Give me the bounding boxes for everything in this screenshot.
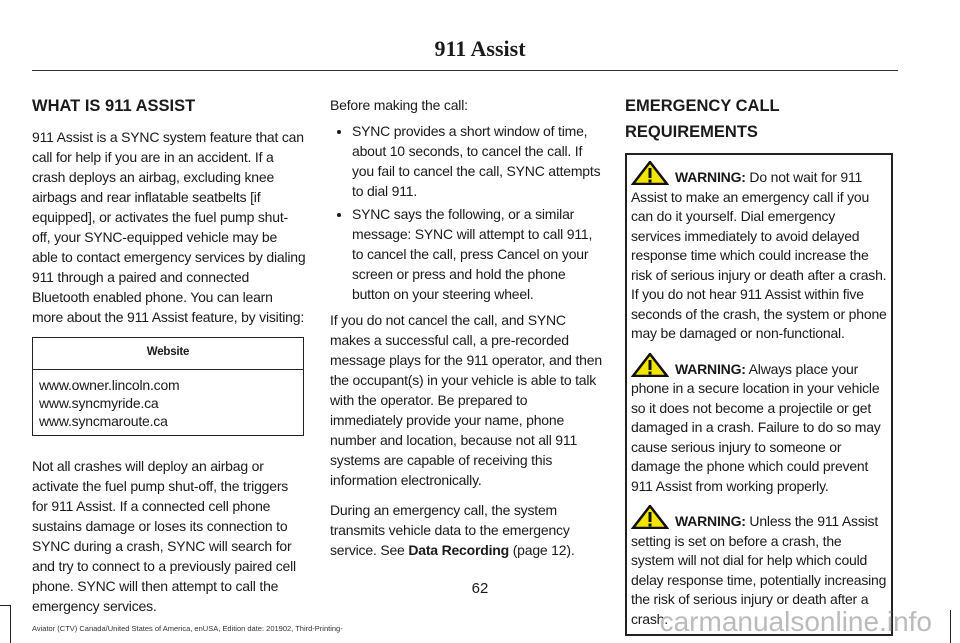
website-table	[32, 337, 304, 436]
bullet-list	[330, 121, 602, 304]
paragraph: Before making the call:	[330, 97, 468, 113]
crop-mark	[10, 605, 11, 643]
warning-triangle-icon	[631, 353, 669, 377]
warning: WARNING: Unless the 911 Assist setting is set on before a crash, the system will not dial for help which could delay response time, potentially increasing the risk of serious injury or death after a crash.	[631, 505, 887, 629]
table-header: Website	[33, 338, 304, 370]
warning-triangle-icon	[631, 505, 669, 529]
page-header-title: 911 Assist	[434, 36, 526, 61]
warning: WARNING: Always place your phone in a secure location in your vehicle so it does not become a projectile or get damaged in a crash. Failure to do so may cause serious injury to someone or damage the phone which could prevent 911 Assist from working properly.	[631, 353, 887, 497]
paragraph: During an emergency call, the system transmits vehicle data to the emergency service. See Data Recording (page 12).	[330, 502, 575, 558]
warning-triangle-icon	[631, 161, 669, 185]
section-heading: EMERGENCY CALL	[625, 97, 780, 115]
edition-footer: Aviator (CTV) Canada/United States of America, enUSA, Edition date: 201902, Third-Printing-	[32, 624, 343, 633]
crop-mark	[950, 610, 951, 643]
middle-column	[330, 95, 602, 570]
crop-mark	[0, 605, 10, 606]
website-link[interactable]: www.syncmyride.ca	[39, 395, 159, 411]
intro-paragraph: 911 Assist is a SYNC system feature that can call for help if you are in an accident. If a crash deploys an airbag, excluding knee airbags and rear inflatable seatbelts [if equipped], or activates the fuel pump shut-off, your SYNC-equipped vehicle may be able to contact emergency services by dialing 911 through a paired and connected Bluetooth enabled phone. You can learn more about the 911 Assist feature, by visiting:	[32, 129, 306, 325]
paragraph: If you do not cancel the call, and SYNC makes a successful call, a pre-recorded message plays for the 911 operator, and then the occupant(s) in your vehicle is able to talk with the operator. Be prepared to immediately provide your name, phone number and location, because not all 911 systems are capable of receiving this information electronically.	[330, 312, 602, 488]
data-recording-link[interactable]: Data Recording	[408, 542, 509, 558]
website-link[interactable]: www.owner.lincoln.com	[39, 377, 180, 393]
website-link[interactable]: www.syncmaroute.ca	[39, 413, 168, 429]
section-heading: REQUIREMENTS	[625, 123, 758, 141]
header-rule	[32, 70, 898, 71]
watermark: carmanualsonline.info	[659, 606, 932, 637]
right-column	[625, 95, 893, 636]
warning: WARNING: Do not wait for 911 Assist to make an emergency call if you can do it yourself. Dial emergency services immediately to avoid delayed response time which could increase the risk of serious injury or death after a crash. If you do not hear 911 Assist within five seconds of the crash, the system or phone may be damaged or non-functional.	[631, 161, 887, 344]
list-item: • SYNC provides a short window of time, about 10 seconds, to cancel the call. If you fail to cancel the call, SYNC attempts to dial 911.	[352, 121, 602, 201]
warning-box	[625, 153, 893, 636]
paragraph: Not all crashes will deploy an airbag or activate the fuel pump shut-off, the triggers for 911 Assist. If a connected cell phone sustains damage or loses its connection to SYNC during a crash, SYNC will search for and try to connect to a previously paired cell phone. SYNC will then attempt to call the emergency services.	[32, 458, 296, 614]
section-heading: WHAT IS 911 ASSIST	[32, 97, 196, 115]
list-item: • SYNC says the following, or a similar message: SYNC will attempt to call 911, to cancel the call, press Cancel on your screen or press and hold the phone button on your steering wheel.	[352, 204, 602, 304]
left-column	[32, 95, 306, 626]
page-number: 62	[471, 580, 489, 597]
